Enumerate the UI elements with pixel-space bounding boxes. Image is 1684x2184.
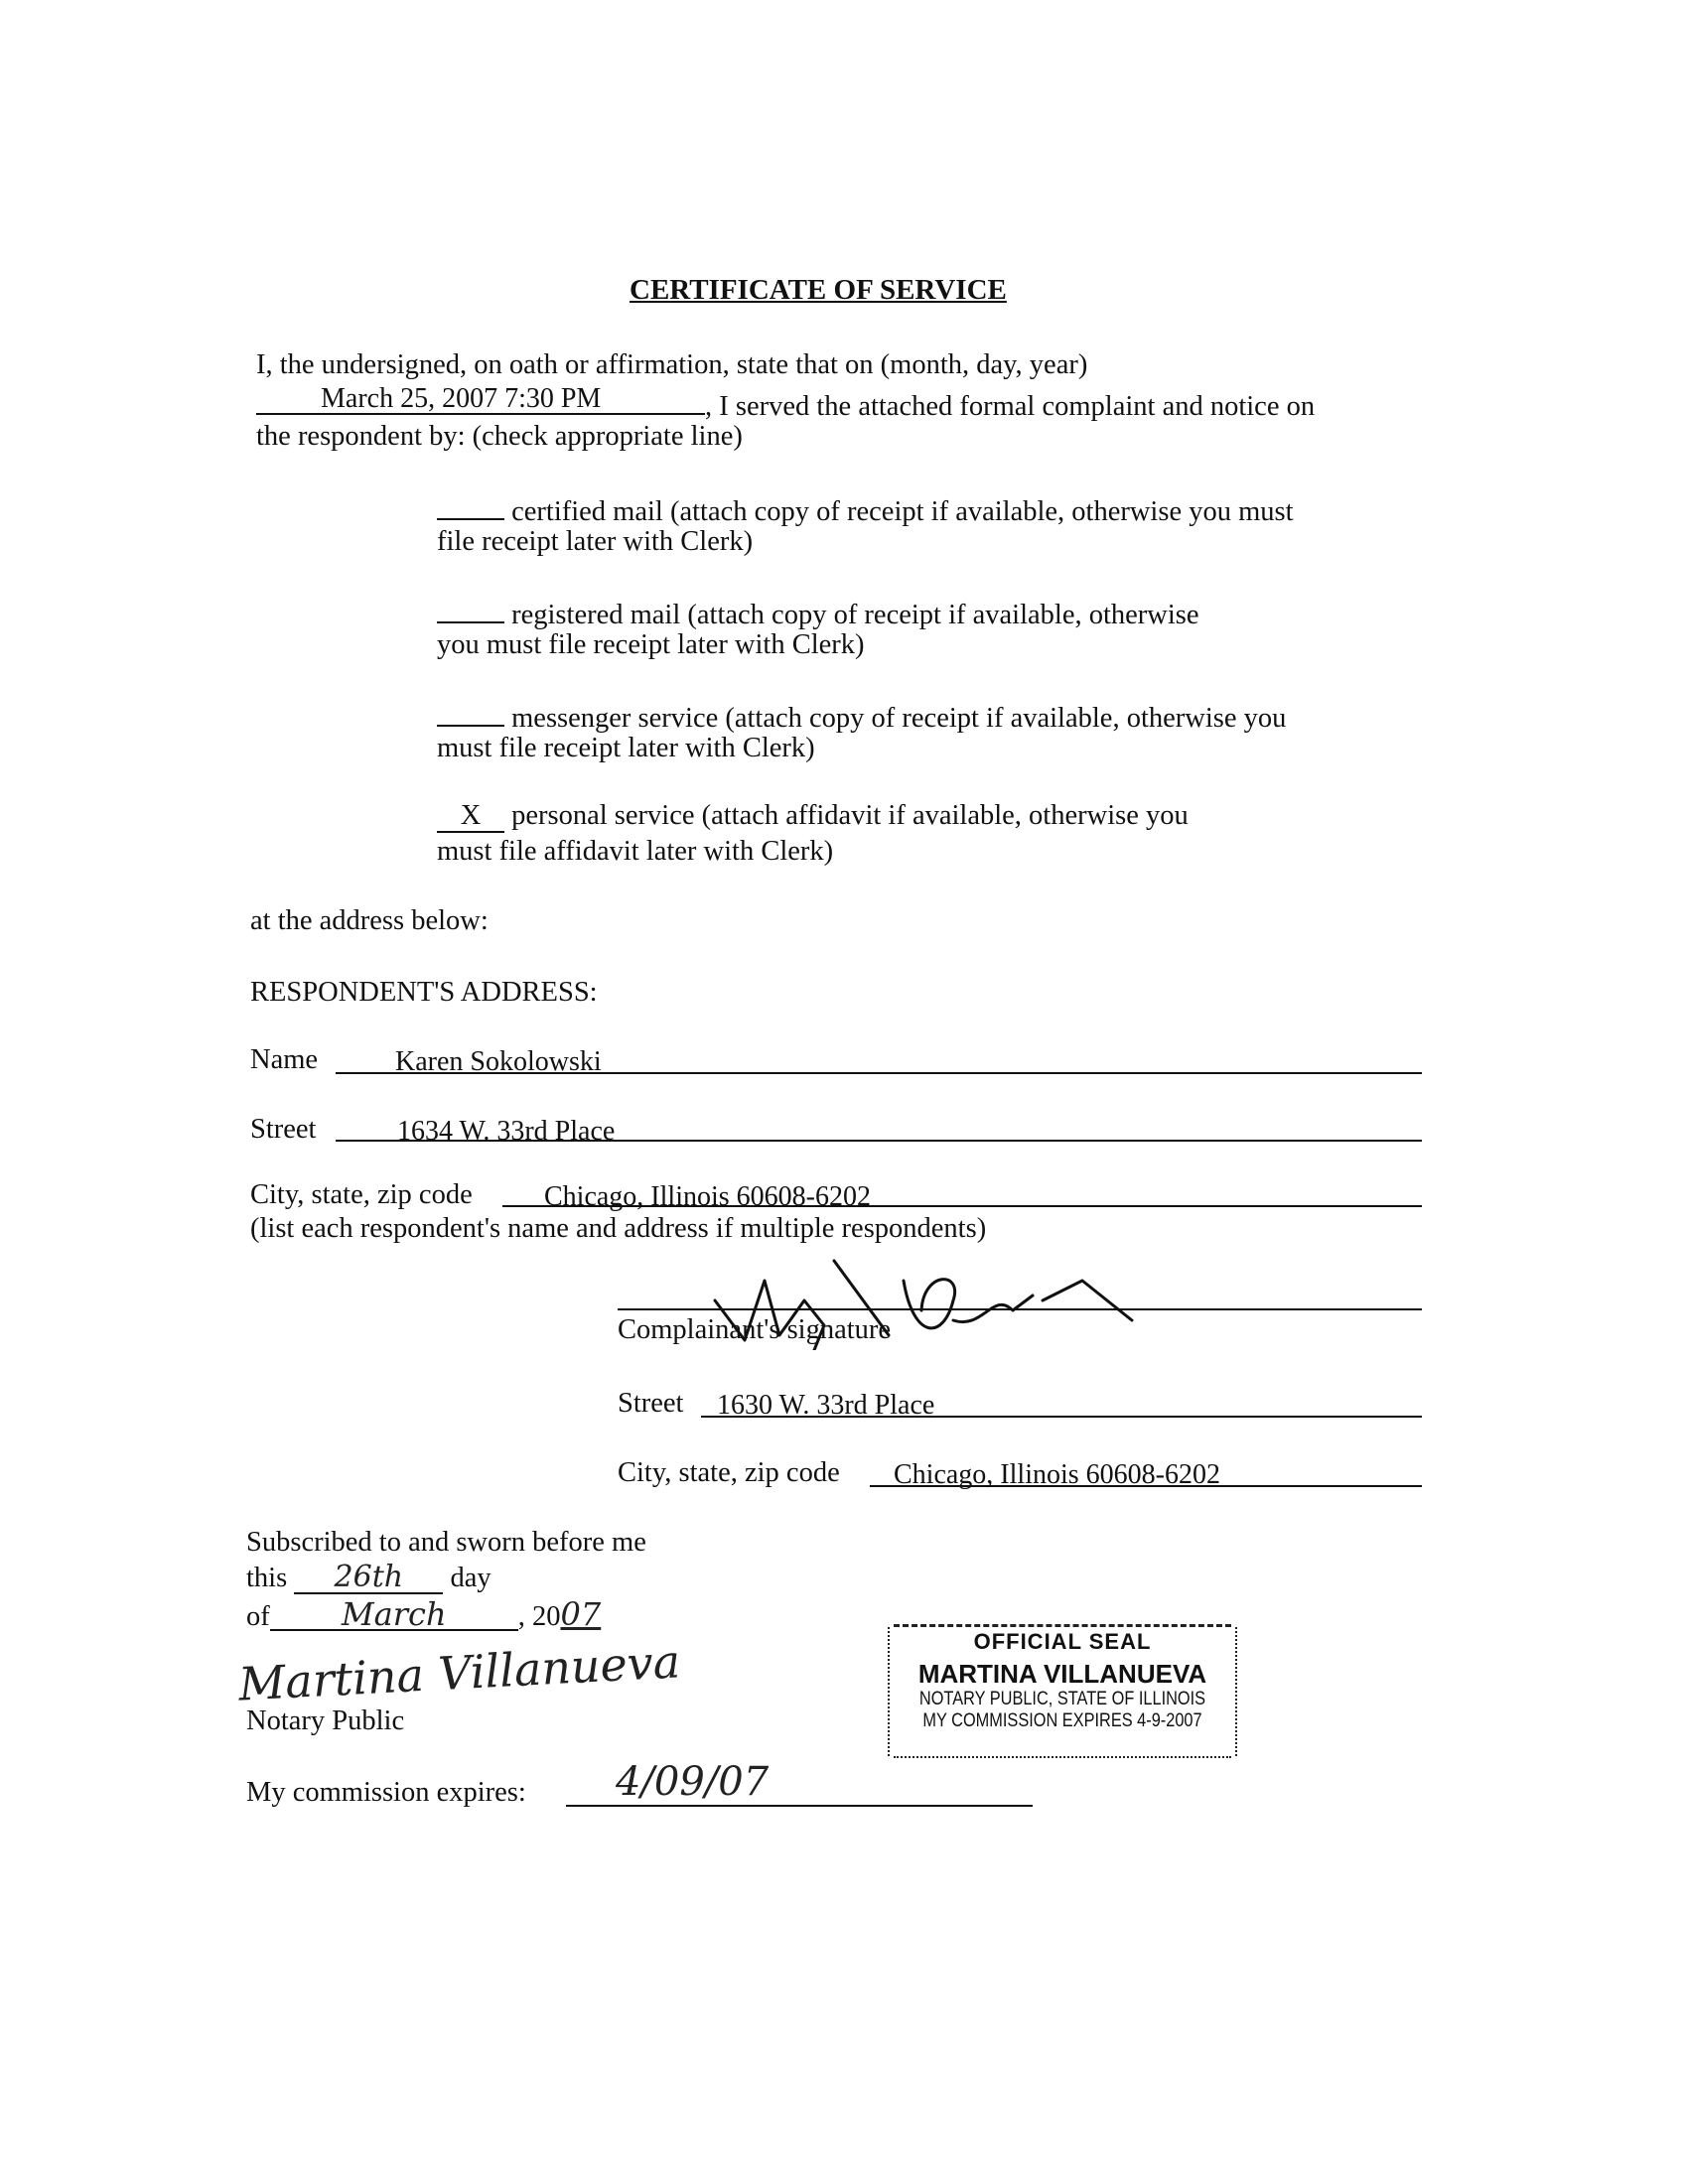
notary-day-line: this 26th day	[246, 1560, 491, 1594]
checkbox-line-registered[interactable]	[437, 592, 504, 623]
option-certified-mail: certified mail (attach copy of receipt if available, otherwise you must	[437, 488, 1294, 530]
option-personal-service: X personal service (attach affidavit if available, otherwise you	[437, 798, 1189, 834]
multiple-respondents-note: (list each respondent's name and address if multiple respondents)	[250, 1213, 987, 1244]
notary-year-value: 07	[560, 1595, 602, 1633]
notary-signature: Martina Villanueva	[236, 1634, 682, 1711]
checkbox-line-messenger[interactable]	[437, 695, 504, 727]
seal-name: MARTINA VILLANUEVA	[917, 1659, 1207, 1689]
commission-expires-field[interactable]	[566, 1805, 1033, 1807]
complainant-city-label: City, state, zip code	[618, 1457, 840, 1488]
respondent-name-label: Name	[250, 1044, 319, 1075]
service-date-value: March 25, 2007 7:30 PM	[321, 383, 602, 414]
respondent-heading: RESPONDENT'S ADDRESS:	[250, 977, 598, 1008]
option-messenger-service-cont: must file receipt later with Clerk)	[437, 733, 815, 763]
option-registered-mail-cont: you must file receipt later with Clerk)	[437, 629, 865, 660]
respondent-street-value: 1634 W. 33rd Place	[397, 1116, 616, 1147]
commission-expires-label: My commission expires:	[246, 1777, 526, 1808]
notary-seal-stamp	[894, 1624, 1231, 1758]
commission-expires-value: 4/09/07	[616, 1759, 770, 1805]
subscribed-sworn-text: Subscribed to and sworn before me	[246, 1527, 646, 1558]
option-registered-mail: registered mail (attach copy of receipt if available, otherwise	[437, 592, 1199, 633]
seal-state: NOTARY PUBLIC, STATE OF ILLINOIS	[918, 1689, 1206, 1709]
notary-day-field[interactable]: 26th	[294, 1563, 443, 1594]
option-messenger-service: messenger service (attach copy of receipt if available, otherwise you	[437, 695, 1286, 737]
option-certified-mail-cont: file receipt later with Clerk)	[437, 526, 754, 557]
intro-line-2-tail: , I served the attached formal complaint and notice on	[705, 391, 1316, 422]
complainant-city-value: Chicago, Illinois 60608-6202	[894, 1459, 1220, 1490]
page-title: CERTIFICATE OF SERVICE	[630, 274, 1007, 306]
complainant-signature-label: Complainant's signature	[618, 1314, 892, 1345]
complainant-street-value: 1630 W. 33rd Place	[717, 1390, 935, 1421]
intro-line-3: the respondent by: (check appropriate line)	[256, 421, 743, 452]
notary-month-line: of March , 2007	[246, 1595, 602, 1633]
respondent-city-value: Chicago, Illinois 60608-6202	[544, 1181, 871, 1212]
complainant-signature-field[interactable]	[618, 1308, 1422, 1310]
respondent-name-value: Karen Sokolowski	[395, 1046, 602, 1077]
checkbox-line-certified[interactable]	[437, 488, 504, 520]
seal-expiry: MY COMMISSION EXPIRES 4-9-2007	[922, 1710, 1202, 1731]
service-date-field[interactable]	[256, 383, 705, 415]
seal-title: OFFICIAL SEAL	[973, 1629, 1152, 1654]
complainant-street-label: Street	[618, 1388, 684, 1419]
respondent-city-label: City, state, zip code	[250, 1179, 473, 1210]
at-address-text: at the address below:	[250, 905, 489, 936]
respondent-street-label: Street	[250, 1114, 317, 1145]
checkbox-line-personal[interactable]: X	[437, 801, 504, 833]
intro-line-1: I, the undersigned, on oath or affirmation, state that on (month, day, year)	[256, 349, 1088, 380]
notary-public-label: Notary Public	[246, 1706, 405, 1736]
notary-month-field[interactable]: March	[270, 1599, 518, 1631]
option-personal-service-cont: must file affidavit later with Clerk)	[437, 836, 834, 867]
